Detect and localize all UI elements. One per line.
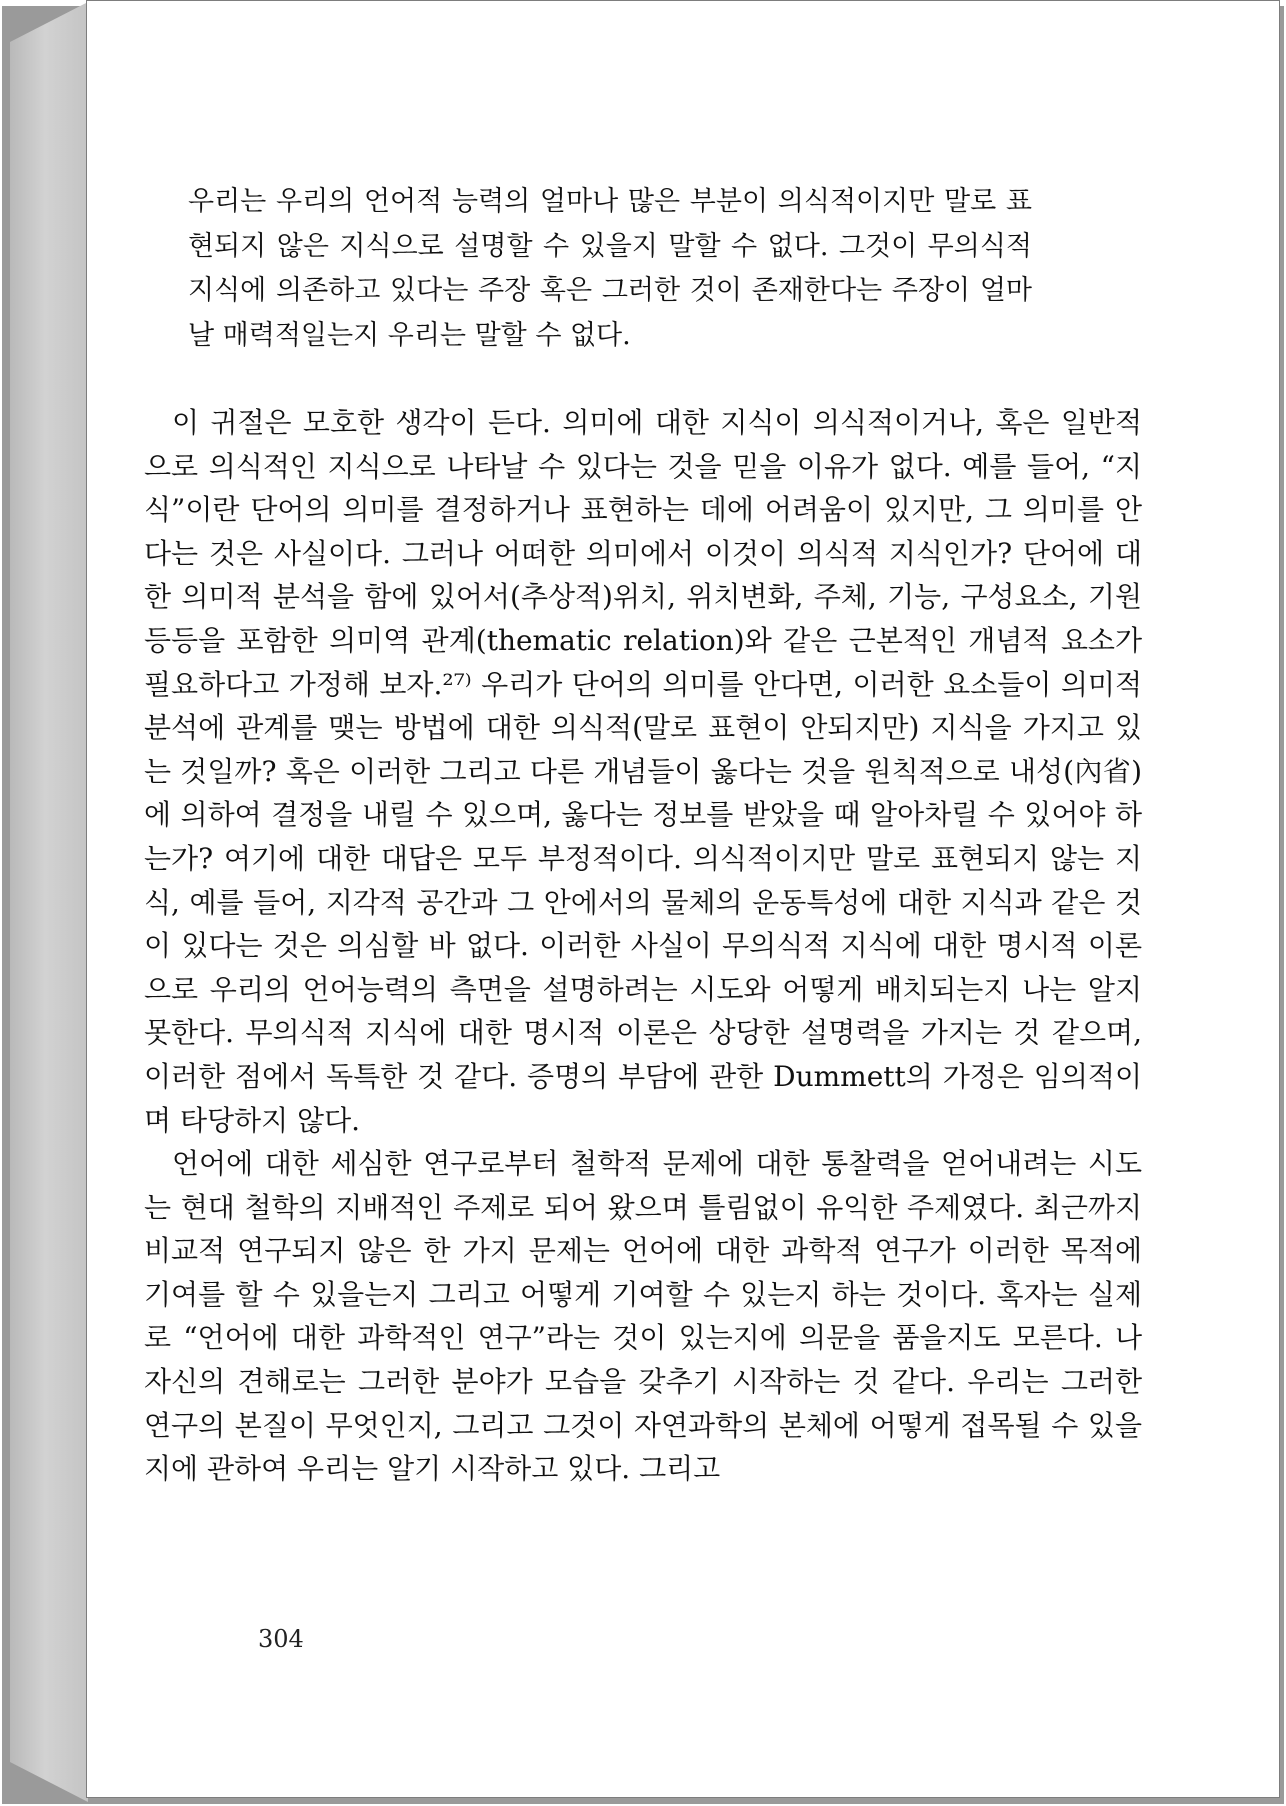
book-spine [10,2,88,1802]
body-paragraph-1: 이 귀절은 모호한 생각이 든다. 의미에 대한 지식이 의식적이거나, 혹은 일반적으로 의식적인 지식으로 나타날 수 있다는 것을 믿을 이유가 없다. 예를 들어, “지식”이란 단어의 의미를 결정하거나 표현하는 데에 어려움이 있지만, 그 의미를 안다는 것은 사실이다. 그러나 어떠한 의미에서 이것이 의식적 지식인가? 단어에 대한 의미적 분석을 함에 있어서(추상적)위치, 위치변화, 주체, 기능, 구성요소, 기원 등등을 포함한 의미역 관계(thematic relation)와 같은 근본적인 개념적 요소가 필요하다고 가정해 보자.²⁷⁾ 우리가 단어의 의미를 안다면, 이러한 요소들이 의미적 분석에 관계를 맺는 방법에 대한 의식적(말로 표현이 안되지만) 지식을 가지고 있는 것일까? 혹은 이러한 그리고 다른 개념들이 옳다는 것을 원칙적으로 내성(內省)에 의하여 결정을 내릴 수 있으며, 옳다는 정보를 받았을 때 알아차릴 수 있어야 하는가? 여기에 대한 대답은 모두 부정적이다. 의식적이지만 말로 표현되지 않는 지식, 예를 들어, 지각적 공간과 그 안에서의 물체의 운동특성에 대한 지식과 같은 것이 있다는 것은 의심할 바 없다. 이러한 사실이 무의식적 지식에 대한 명시적 이론으로 우리의 언어능력의 측면을 설명하려는 시도와 어떻게 배치되는지 나는 알지 못한다. 무의식적 지식에 대한 명시적 이론은 상당한 설명력을 가지는 것 같으며, 이러한 점에서 독특한 것 같다. 증명의 부담에 관한 Dummett의 가정은 임의적이며 타당하지 않다. [144,406,1142,1137]
body-paragraph-2: 언어에 대한 세심한 연구로부터 철학적 문제에 대한 통찰력을 얻어내려는 시도는 현대 철학의 지배적인 주제로 되어 왔으며 틀림없이 유익한 주제였다. 최근까지 비교적 연구되지 않은 한 가지 문제는 언어에 대한 과학적 연구가 이러한 목적에 기여를 할 수 있을는지 그리고 어떻게 기여할 수 있는지 하는 것이다. 혹자는 실제로 “언어에 대한 과학적인 연구”라는 것이 있는지에 의문을 품을지도 모른다. 나 자신의 견해로는 그러한 분야가 모습을 갖추기 시작하는 것 같다. 우리는 그러한 연구의 본질이 무엇인지, 그리고 그것이 자연과학의 본체에 어떻게 접목될 수 있을지에 관하여 우리는 알기 시작하고 있다. 그리고 [144,1147,1142,1486]
page-content [144,180,1142,1491]
block-quote: 우리는 우리의 언어적 능력의 얼마나 많은 부분이 의식적이지만 말로 표현되지 않은 지식으로 설명할 수 있을지 말할 수 없다. 그것이 무의식적 지식에 의존하고 있다는 주장 혹은 그러한 것이 존재한다는 주장이 얼마날 매력적일는지 우리는 말할 수 없다. [188,186,1032,351]
page-number: 304 [258,1625,304,1653]
